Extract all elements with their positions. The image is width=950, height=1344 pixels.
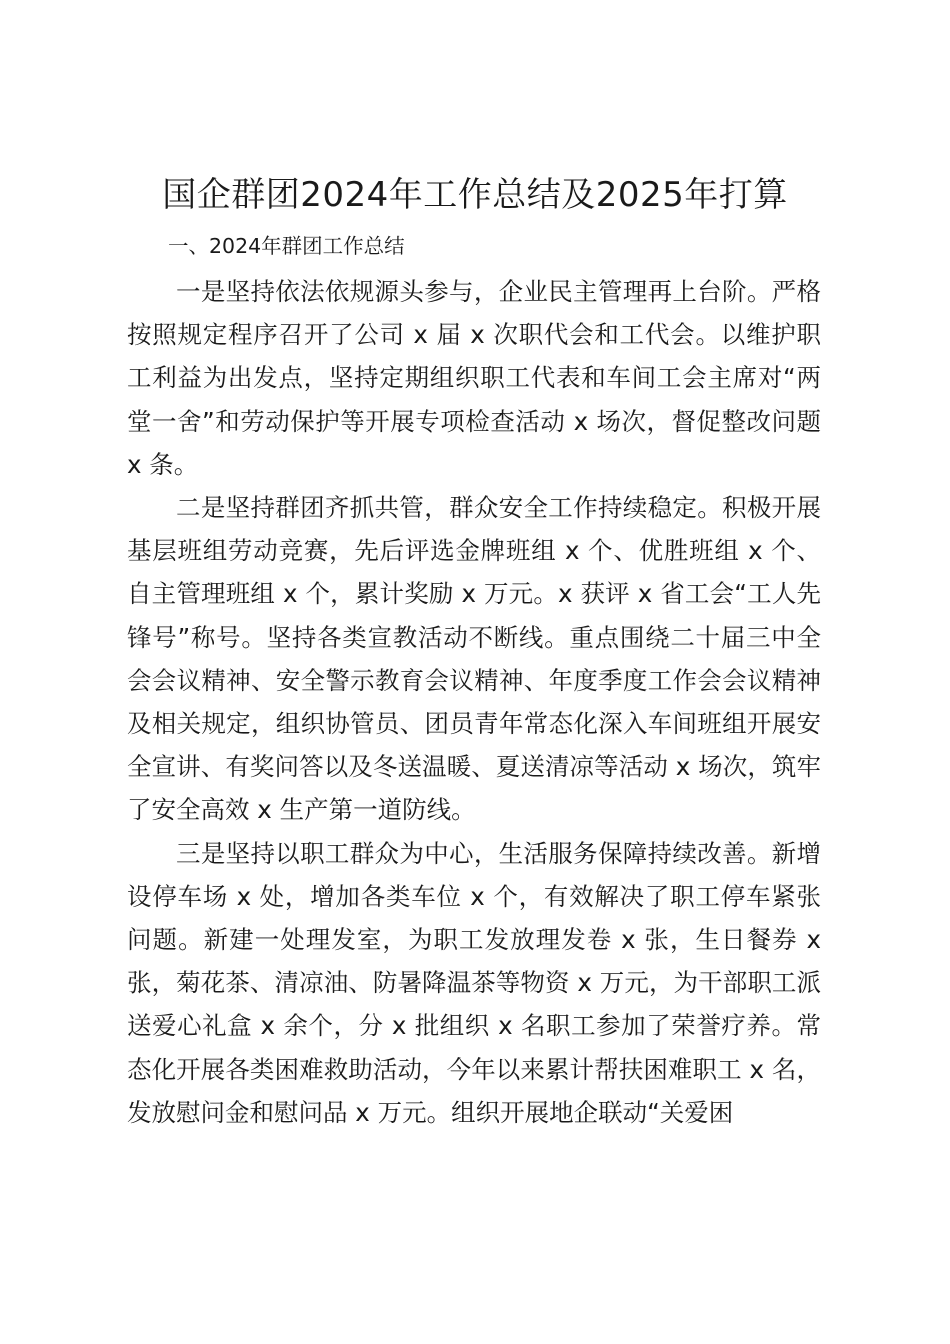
document-title: 国企群团2024年工作总结及2025年打算 [162,175,788,215]
paragraph-3: 三是坚持以职工群众为中心，生活服务保障持续改善。新增设停车场 x 处，增加各类车位 x 个，有效解决了职工停车紧张问题。新建一处理发室，为职工发放理发卷 x 张，生日餐券 x 张，菊花茶、清凉油、防暑降温茶等物资 x 万元，为干部职工派送爱心礼盒 x 余个，分 x 批组织 x 名职工参加了荣誉疗养。常态化开展各类困难救助活动，今年以来累计帮扶困难职工 x 名，发放慰问金和慰问品 x 万元。组织开展地企联动“关爱困 [127,838,821,1127]
paragraph-2: 二是坚持群团齐抓共管，群众安全工作持续稳定。积极开展基层班组劳动竞赛，先后评选金牌班组 x 个、优胜班组 x 个、自主管理班组 x 个，累计奖励 x 万元。x 获评 x 省工会“工人先锋号”称号。坚持各类宣教活动不断线。重点围绕二十届三中全会会议精神、安全警示教育会议精神、年度季度工作会会议精神及相关规定，组织协管员、团员青年常态化深入车间班组开展安全宣讲、有奖问答以及冬送温暖、夏送清凉等活动 x 场次，筑牢了安全高效 x 生产第一道防线。 [127,493,821,825]
paragraph-1: 一是坚持依法依规源头参与，企业民主管理再上台阶。严格按照规定程序召开了公司 x 届 x 次职代会和工代会。以维护职工利益为出发点，坚持定期组织职工代表和车间工会主席对“两堂一舍”和劳动保护等开展专项检查活动 x 场次，督促整改问题 x 条。 [127,277,821,479]
section-heading: 一、2024年群团工作总结 [168,234,405,258]
document-body [127,228,821,1134]
